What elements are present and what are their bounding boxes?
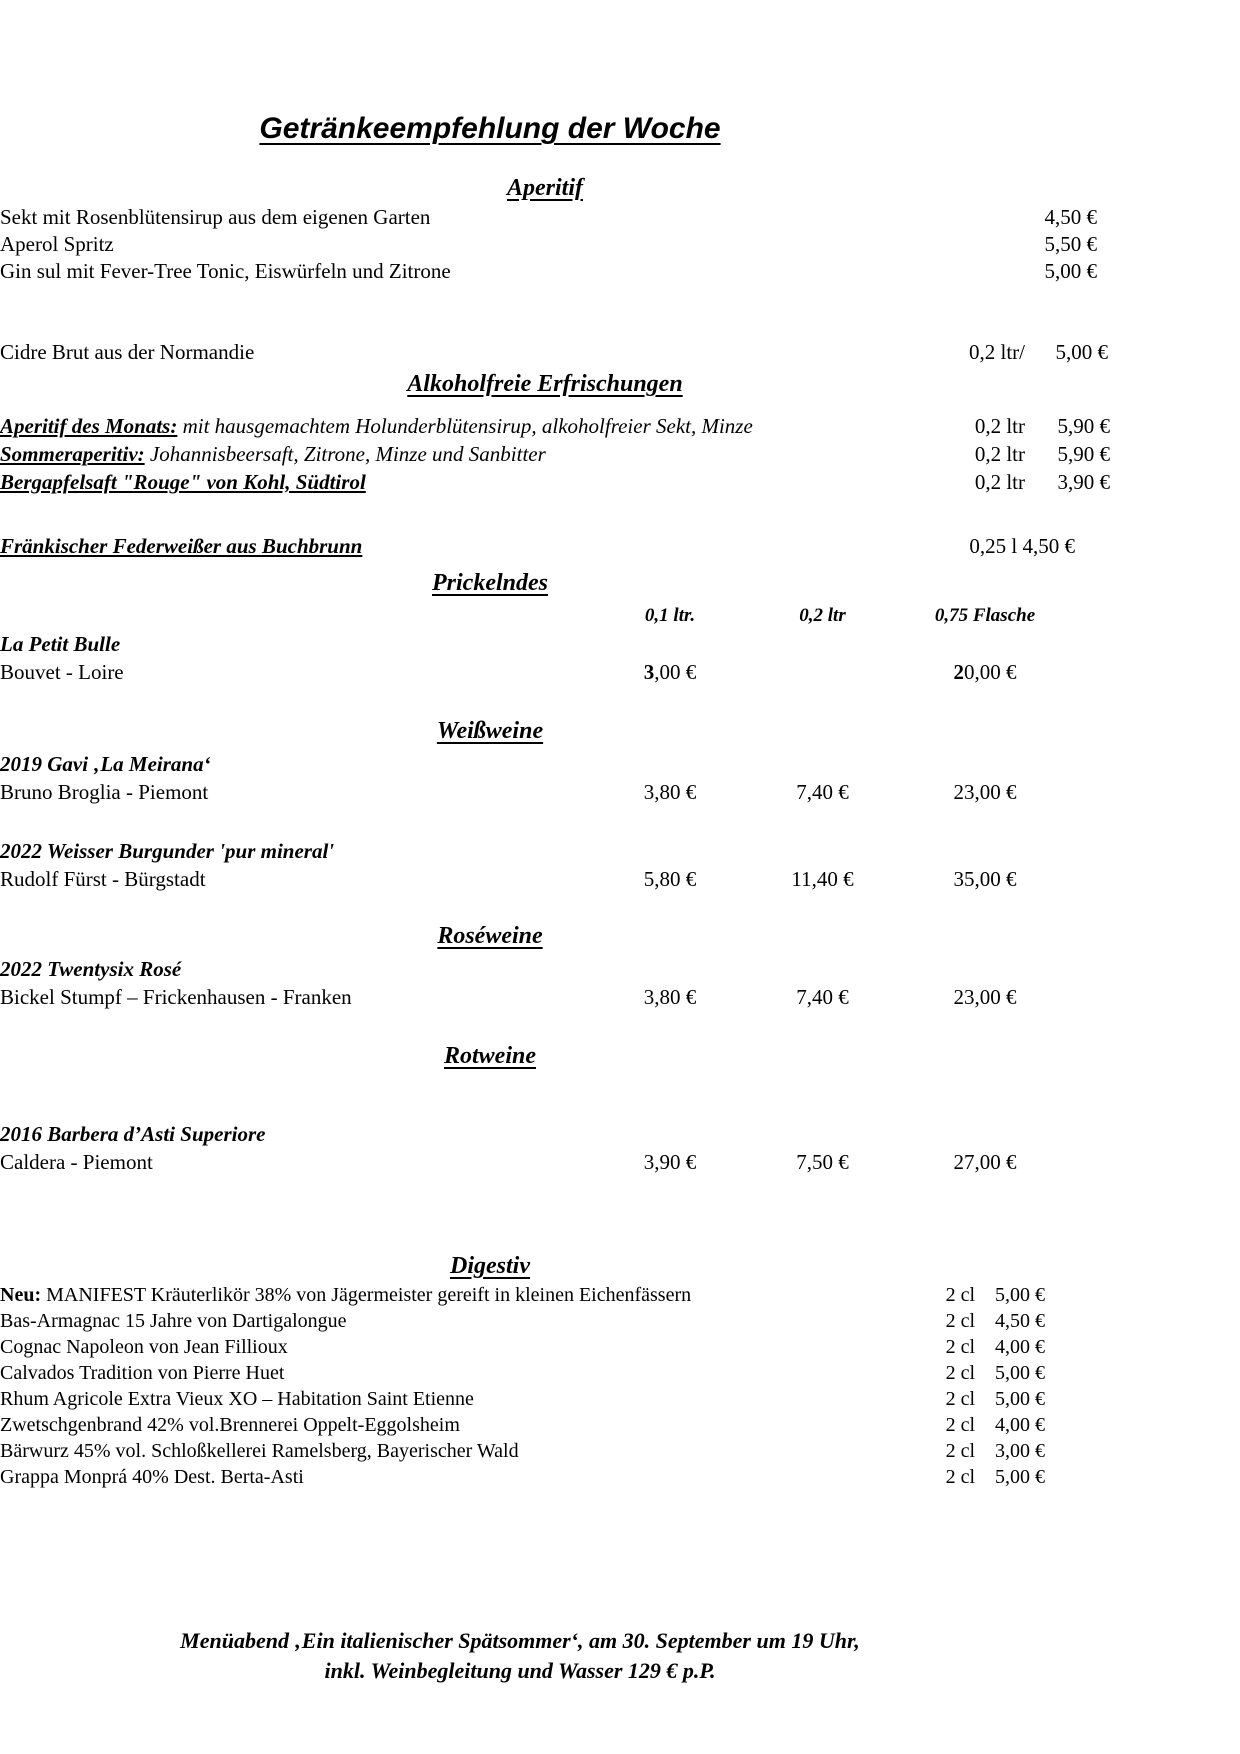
menu-item-row (0, 440, 1240, 468)
item-text (0, 1282, 935, 1308)
wine-producer: Bickel Stumpf – Frickenhausen - Franken (0, 985, 352, 1009)
item-description: mit hausgemachtem Holunderblütensirup, alkoholfreier Sekt, Minze (177, 414, 753, 438)
wine-price-01: 3,80 € (643, 780, 697, 804)
section-roseweine-heading-block (55, 920, 925, 952)
menu-item-row-cidre (0, 339, 1240, 366)
item-price: 5,00 € (995, 1388, 1045, 1410)
wine-price-02: 7,40 € (796, 985, 849, 1009)
item-price: 4,00 € (995, 1414, 1045, 1436)
wine-price-01 (595, 658, 745, 686)
item-label: Bergapfelsaft "Rouge" von Kohl, Südtirol (0, 470, 366, 494)
item-quantity: 0,2 ltr (974, 470, 1025, 494)
wine-producer: Bouvet - Loire (0, 660, 124, 684)
section-alkoholfrei-heading-block (55, 368, 1035, 400)
item-price: 5,50 € (1044, 232, 1097, 256)
section-heading-aperitif: Aperitif (507, 175, 583, 201)
wine-entry (0, 955, 1240, 1011)
wine-price-02: 11,40 € (791, 867, 854, 891)
wine-price-01: 3,80 € (643, 985, 697, 1009)
item-name: Bärwurz 45% vol. Schloßkellerei Ramelsberg, Bayerischer Wald (0, 1440, 519, 1462)
section-alkoholfrei (0, 412, 1240, 496)
item-quantity: 2 cl (945, 1310, 975, 1332)
item-quantity: 2 cl (945, 1466, 975, 1488)
wine-entry (0, 1120, 1240, 1176)
section-heading-roseweine: Roséweine (437, 923, 543, 949)
item-quantity: 2 cl (945, 1336, 975, 1358)
wine-producer: Caldera - Piemont (0, 1150, 153, 1174)
spacer (0, 604, 595, 628)
section-heading-rotweine: Rotweine (443, 1043, 536, 1069)
item-price: 5,00 € (1055, 340, 1108, 364)
column-header-01ltr: 0,1 ltr. (644, 605, 696, 626)
footer-line-1: Menüabend ‚Ein italienischer Spätsommer‘, am 30. September um 19 Uhr, (180, 1628, 860, 1653)
item-label: Aperitif des Monats: (0, 414, 178, 438)
section-digestiv-heading-block (55, 1250, 925, 1282)
wine-entry (0, 750, 1240, 806)
item-price: 3,00 € (995, 1440, 1045, 1462)
wine-price-row (0, 658, 1240, 686)
section-prickelndes-heading-block (55, 567, 925, 599)
wine-price-row (0, 865, 1240, 893)
section-heading-prickelndes: Prickelndes (432, 570, 548, 596)
wine-name: 2022 Weisser Burgunder 'pur mineral' (0, 839, 335, 863)
column-header-flasche: 0,75 Flasche (934, 605, 1036, 626)
item-price: 5,00 € (995, 1284, 1045, 1306)
price-bold-digit: 2 (953, 660, 964, 684)
menu-item-row (0, 1282, 1240, 1308)
item-price: 5,00 € (1044, 259, 1097, 283)
item-quantity: 2 cl (945, 1414, 975, 1436)
item-quantity: 0,2 ltr (974, 442, 1025, 466)
footer-line-2: inkl. Weinbegleitung und Wasser 129 € p.P. (324, 1658, 716, 1683)
menu-item-row-federweisser (0, 532, 1240, 560)
wine-price-row (0, 1148, 1240, 1176)
item-name: Calvados Tradition von Pierre Huet (0, 1362, 285, 1384)
menu-item-row (0, 1464, 1240, 1490)
wine-price-02: 7,50 € (796, 1150, 849, 1174)
item-quantity: 0,2 ltr/ (969, 340, 1025, 364)
wine-price-row (0, 778, 1240, 806)
wine-price-02: 7,40 € (796, 780, 849, 804)
menu-item-row (0, 1308, 1240, 1334)
wine-entry (0, 837, 1240, 893)
item-quantity: 2 cl (945, 1388, 975, 1410)
item-quantity: 0,2 ltr (974, 414, 1025, 438)
wine-name: 2019 Gavi ‚La Meirana‘ (0, 752, 211, 776)
price-rest: 0,00 € (964, 660, 1017, 684)
price-bold-digit: 3 (643, 660, 655, 684)
item-name: Bas-Armagnac 15 Jahre von Dartigalongue (0, 1310, 347, 1332)
section-heading-alkoholfrei: Alkoholfreie Erfrischungen (407, 371, 683, 397)
item-quantity: 2 cl (945, 1440, 975, 1462)
wine-price-02 (745, 658, 900, 686)
wine-name: La Petit Bulle (0, 632, 121, 656)
wine-producer: Rudolf Fürst - Bürgstadt (0, 867, 206, 891)
wine-price-row (0, 983, 1240, 1011)
wine-price-flasche: 23,00 € (953, 780, 1017, 804)
menu-item-row (0, 204, 1240, 231)
item-price: 4,50 € (995, 1310, 1045, 1332)
item-name: Sekt mit Rosenblütensirup aus dem eigenen Garten (0, 205, 431, 229)
wine-price-flasche: 23,00 € (953, 985, 1017, 1009)
menu-item-row (0, 231, 1240, 258)
section-rotweine-heading-block (55, 1040, 925, 1072)
menu-item-row (0, 1412, 1240, 1438)
item-text (0, 440, 945, 468)
item-name: Cidre Brut aus der Normandie (0, 340, 255, 364)
item-name: Gin sul mit Fever-Tree Tonic, Eiswürfeln und Zitrone (0, 259, 451, 283)
item-price: 4,50 € (1044, 205, 1097, 229)
item-price: 5,90 € (1057, 414, 1110, 438)
wine-price-01: 5,80 € (643, 867, 697, 891)
menu-item-row (0, 468, 1240, 496)
wine-name: 2022 Twentysix Rosé (0, 957, 182, 981)
section-aperitif-heading-block (55, 172, 1035, 204)
item-description: Johannisbeersaft, Zitrone, Minze und Sanbitter (144, 442, 546, 466)
wine-column-headers (0, 604, 1240, 628)
menu-item-row (0, 1386, 1240, 1412)
wine-price-flasche (900, 658, 1070, 686)
item-text (0, 412, 945, 440)
column-header-02ltr: 0,2 ltr (799, 605, 846, 626)
item-name: MANIFEST Kräuterlikör 38% von Jägermeister gereift in kleinen Eichenfässern (41, 1284, 692, 1306)
section-heading-digestiv: Digestiv (450, 1253, 530, 1279)
item-text (0, 468, 945, 496)
item-name: Zwetschgenbrand 42% vol.Brennerei Oppelt-Eggolsheim (0, 1414, 460, 1436)
item-price: 3,90 € (1057, 470, 1110, 494)
item-name: Cognac Napoleon von Jean Fillioux (0, 1336, 288, 1358)
footer-announcement (55, 1626, 985, 1686)
item-price: 4,00 € (995, 1336, 1045, 1358)
menu-item-row (0, 1360, 1240, 1386)
item-name: Rhum Agricole Extra Vieux XO – Habitation Saint Etienne (0, 1388, 474, 1410)
section-weissweine-heading-block (55, 715, 925, 747)
price-rest: ,00 € (654, 660, 697, 684)
item-label: Sommeraperitiv: (0, 442, 145, 466)
section-heading-weissweine: Weißweine (436, 718, 544, 744)
section-aperitif (0, 204, 1240, 285)
wine-entry (0, 630, 1240, 686)
wine-producer: Bruno Broglia - Piemont (0, 780, 209, 804)
item-new-label: Neu: (0, 1284, 42, 1306)
menu-item-row (0, 258, 1240, 285)
item-price: 5,90 € (1057, 442, 1110, 466)
menu-item-row (0, 412, 1240, 440)
item-price: 5,00 € (995, 1362, 1045, 1384)
wine-price-flasche: 35,00 € (953, 867, 1017, 891)
item-name: Grappa Monprá 40% Dest. Berta-Asti (0, 1466, 304, 1488)
page-title: Getränkeempfehlung der Woche (259, 112, 721, 145)
item-price: 5,00 € (995, 1466, 1045, 1488)
wine-price-flasche: 27,00 € (953, 1150, 1017, 1174)
wine-price-01: 3,90 € (643, 1150, 697, 1174)
item-name: Aperol Spritz (0, 232, 114, 256)
item-quantity-price: 0,25 l 4,50 € (969, 534, 1075, 558)
title-block (55, 112, 925, 146)
section-digestiv (0, 1282, 1240, 1490)
wine-name: 2016 Barbera d’Asti Superiore (0, 1122, 266, 1146)
item-quantity: 2 cl (945, 1284, 975, 1306)
menu-item-row (0, 1438, 1240, 1464)
item-quantity: 2 cl (945, 1362, 975, 1384)
item-label: Fränkischer Federweißer aus Buchbrunn (0, 534, 363, 558)
menu-item-row (0, 1334, 1240, 1360)
